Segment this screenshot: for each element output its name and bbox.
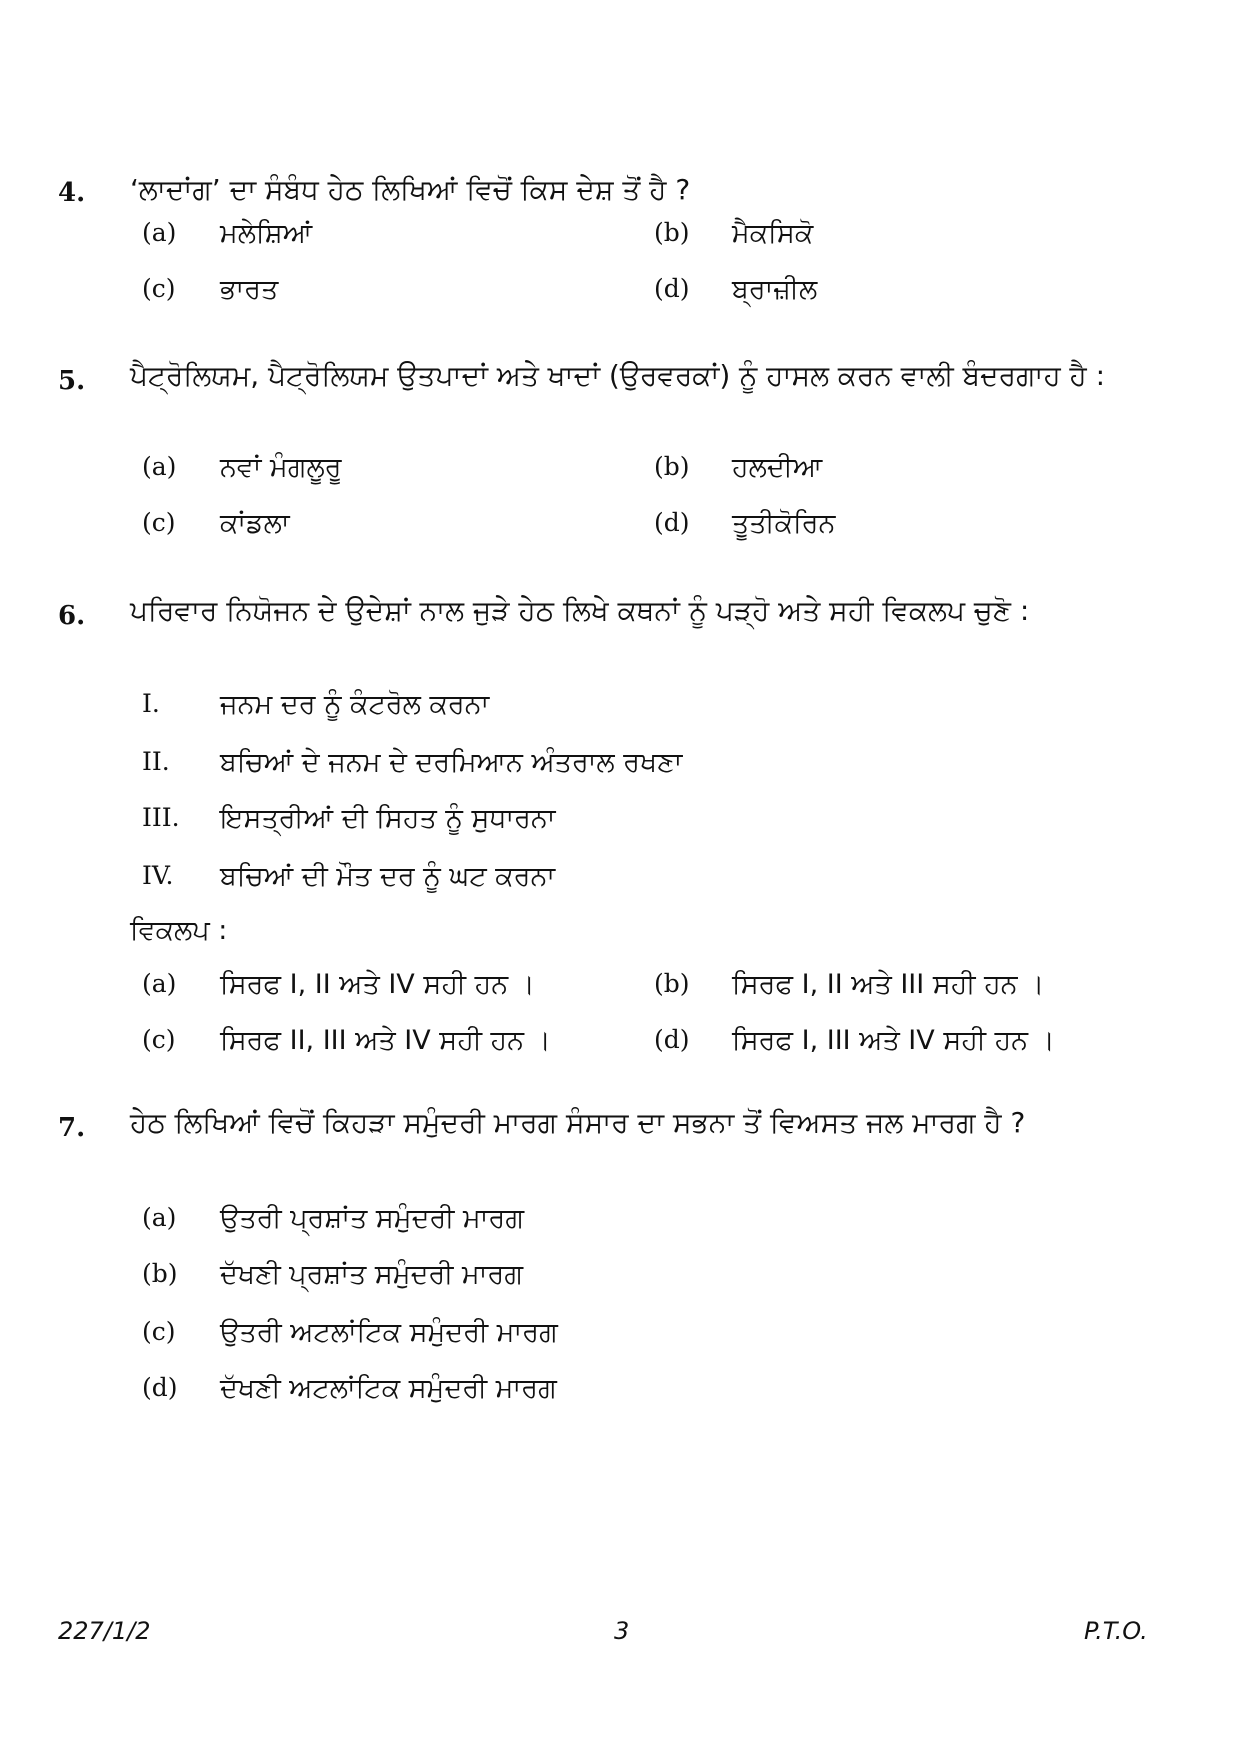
option-label: (b) <box>654 452 690 481</box>
question-number: 6. <box>58 601 86 631</box>
statement-text: ਬਚਿਆਂ ਦੇ ਜਨਮ ਦੇ ਦਰਮਿਆਨ ਅੰਤਰਾਲ ਰਖਣਾ <box>220 747 683 778</box>
pto-label: P.T.O. <box>1084 1617 1148 1645</box>
paper-code: 227/1/2 <box>58 1617 151 1645</box>
option-label: (d) <box>142 1373 178 1402</box>
question-text: ਪੈਟ੍ਰੋਲਿਯਮ, ਪੈਟ੍ਰੋਲਿਯਮ ਉਤਪਾਦਾਂ ਅਤੇ ਖਾਦਾਂ (ਉਰਵਰਕਾਂ) ਨੂੰ ਹਾਸਲ ਕਰਨ ਵਾਲੀ ਬੰਦਰਗਾਹ ਹੈ : <box>130 359 1106 392</box>
option-label: (d) <box>654 508 690 537</box>
option-text: ਭਾਰਤ <box>220 274 279 305</box>
option-label: (c) <box>142 274 176 303</box>
options-heading: ਵਿਕਲਪ : <box>130 915 228 946</box>
statement-label: III. <box>142 803 180 832</box>
option-text: ਸਿਰਫ I, III ਅਤੇ IV ਸਹੀ ਹਨ । <box>732 1025 1055 1056</box>
option-text: ਸਿਰਫ I, II ਅਤੇ III ਸਹੀ ਹਨ । <box>732 969 1045 1000</box>
question-text: ਪਰਿਵਾਰ ਨਿਯੋਜਨ ਦੇ ਉਦੇਸ਼ਾਂ ਨਾਲ ਜੁੜੇ ਹੇਠ ਲਿਖੇ ਕਥਨਾਂ ਨੂੰ ਪੜ੍ਹੋ ਅਤੇ ਸਹੀ ਵਿਕਲਪ ਚੁਣੋ : <box>130 594 1030 627</box>
option-text: ਦੱਖਣੀ ਅਟਲਾਂਟਿਕ ਸਮੁੰਦਰੀ ਮਾਰਗ <box>220 1373 557 1404</box>
statement-label: IV. <box>142 861 174 890</box>
option-text: ਮੈਕਸਿਕੋ <box>732 218 814 249</box>
option-text: ਮਲੇਸ਼ਿਆਂ <box>220 218 313 249</box>
option-label: (a) <box>142 218 177 247</box>
question-number: 4. <box>58 178 86 208</box>
option-label: (a) <box>142 1203 177 1232</box>
statement-label: I. <box>142 689 160 718</box>
option-text: ਬ੍ਰਾਜ਼ੀਲ <box>732 274 818 305</box>
option-label: (d) <box>654 1025 690 1054</box>
option-text: ਦੱਖਣੀ ਪ੍ਰਸ਼ਾਂਤ ਸਮੁੰਦਰੀ ਮਾਰਗ <box>220 1259 524 1290</box>
option-label: (a) <box>142 969 177 998</box>
option-text: ਸਿਰਫ II, III ਅਤੇ IV ਸਹੀ ਹਨ । <box>220 1025 551 1056</box>
option-label: (c) <box>142 1025 176 1054</box>
option-label: (b) <box>654 969 690 998</box>
statement-text: ਬਚਿਆਂ ਦੀ ਮੌਤ ਦਰ ਨੂੰ ਘਟ ਕਰਨਾ <box>220 861 556 892</box>
question-number: 5. <box>58 366 86 396</box>
statement-label: II. <box>142 747 170 776</box>
option-label: (c) <box>142 1317 176 1346</box>
option-label: (a) <box>142 452 177 481</box>
option-label: (d) <box>654 274 690 303</box>
option-text: ਕਾਂਡਲਾ <box>220 508 290 539</box>
option-text: ਨਵਾਂ ਮੰਗਲੂਰੂ <box>220 452 342 483</box>
statement-text: ਇਸਤ੍ਰੀਆਂ ਦੀ ਸਿਹਤ ਨੂੰ ਸੁਧਾਰਨਾ <box>220 803 556 834</box>
question-text: ‘ਲਾਦਾਂਗ’ ਦਾ ਸੰਬੰਧ ਹੇਠ ਲਿਖਿਆਂ ਵਿਚੋਂ ਕਿਸ ਦੇਸ਼ ਤੋਂ ਹੈ ? <box>130 173 691 206</box>
question-text: ਹੇਠ ਲਿਖਿਆਂ ਵਿਚੋਂ ਕਿਹੜਾ ਸਮੁੰਦਰੀ ਮਾਰਗ ਸੰਸਾਰ ਦਾ ਸਭਨਾ ਤੋਂ ਵਿਅਸਤ ਜਲ ਮਾਰਗ ਹੈ ? <box>130 1106 1026 1139</box>
option-text: ਉਤਰੀ ਪ੍ਰਸ਼ਾਂਤ ਸਮੁੰਦਰੀ ਮਾਰਗ <box>220 1203 524 1234</box>
question-number: 7. <box>58 1113 86 1143</box>
option-text: ਤੂਤੀਕੋਰਿਨ <box>732 508 836 539</box>
option-label: (c) <box>142 508 176 537</box>
statement-text: ਜਨਮ ਦਰ ਨੂੰ ਕੰਟਰੋਲ ਕਰਨਾ <box>220 689 490 720</box>
option-text: ਸਿਰਫ I, II ਅਤੇ IV ਸਹੀ ਹਨ । <box>220 969 535 1000</box>
option-label: (b) <box>142 1259 178 1288</box>
option-text: ਹਲਦੀਆ <box>732 452 823 483</box>
option-text: ਉਤਰੀ ਅਟਲਾਂਟਿਕ ਸਮੁੰਦਰੀ ਮਾਰਗ <box>220 1317 558 1348</box>
option-label: (b) <box>654 218 690 247</box>
page-number: 3 <box>614 1617 630 1645</box>
